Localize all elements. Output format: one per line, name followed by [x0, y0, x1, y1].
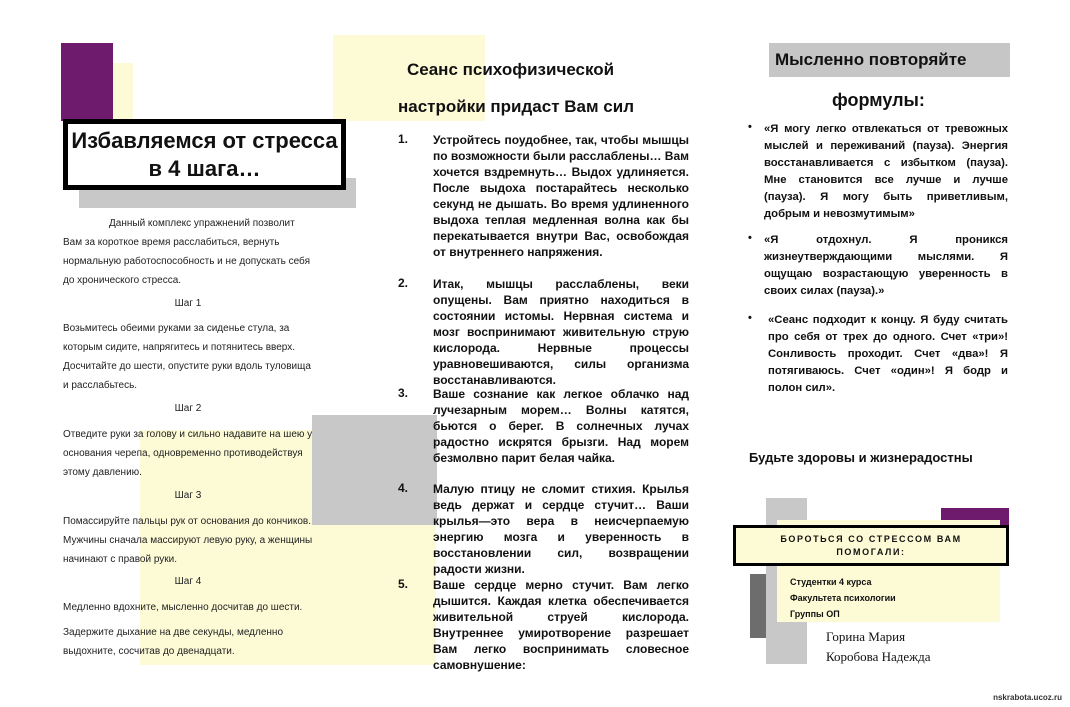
item-text-3: Ваше сознание как легкое облачко над лучезарным морем… Волны катятся, бьются о берег. В солнечных лучах радостно искрятся брызги. Над морем безмолвно парит белая чайка.: [433, 387, 689, 465]
helpers-box: [733, 525, 1009, 566]
item-text-1: Устройтесь поудобнее, так, чтобы мышцы по возможности были расслаблены… Вам хочется вздремнуть… Выдох удлиняется. После выдоха постарайтесь несколько секунд не дышать. Во время удлиненного выдоха теплая медленная волна как бы перекатывается внутри Вас, освобождая от внутреннего напряжения.: [433, 133, 689, 259]
formula-3: «Сеанс подходит к концу. Я буду считать про себя от трех до одного. Счет «три»! Сонливость проходит. Счет «два»! Я потягиваюсь. Счет «один»! Я бодр и полон сил».: [768, 314, 1008, 394]
bullet-2: •: [748, 232, 752, 244]
formula-1: «Я могу легко отвлекаться от тревожных мыслей и переживаний (пауза). Энергия восстанавливается с избытком (пауза). Мне становится все лучше и лучше (пауза). Я могу быть приветливым, добрым и невозмутимым»: [764, 123, 1008, 220]
right-subheader: формулы:: [832, 90, 925, 110]
item-num-2: 2.: [398, 276, 409, 290]
left-intro-text: Данный комплекс упражнений позволит Вам за короткое время расслабиться, вернуть нормальную работоспособность и не допускать себя до хронического стресса.: [63, 218, 310, 286]
item-num-3: 3.: [398, 386, 409, 400]
formula-2: «Я отдохнул. Я проникся жизнеутверждающими мыслями. Я ощущаю возрастающую уверенность в своих силах (пауза).»: [764, 234, 1008, 297]
step-text-1: Возьмитесь обеими руками за сиденье стула, за которым сидите, напрягитесь и потянитесь вверх. Досчитайте до шести, опустите руки вдоль туловища и расслабьтесь.: [63, 323, 311, 391]
bullet-3: •: [748, 312, 752, 324]
watermark: nskrabota.ucoz.ru: [993, 693, 1062, 702]
step-text-4: Медленно вдохните, мысленно досчитав до шести.: [63, 602, 303, 613]
item-text-5: Ваше сердце мерно стучит. Вам легко дышится. Каждая клетка обеспечивается живительной струей кислорода. Внутреннее умиротворение разрешает Вам легко воспринимать словесное самовнушение:: [433, 578, 689, 672]
middle-title-line2: настройки придаст Вам сил: [398, 97, 634, 116]
left-title: Избавляемся от стресса в 4 шага…: [71, 127, 338, 181]
step-heading-1: Шаг 1: [174, 298, 202, 309]
step-heading-3: Шаг 3: [174, 490, 202, 501]
right-header: Мысленно повторяйте: [769, 43, 1010, 77]
credit-line-3: Группы ОП: [790, 609, 840, 619]
item-text-2: Итак, мышцы расслаблены, веки опущены. Вам приятно находиться в состоянии истомы. Нервная система и мозг воспринимают живительную струю кислорода. Нервные процессы уравновешиваются, силы организма восстанавливаются.: [433, 277, 689, 387]
left-intro: [63, 214, 313, 290]
credits: [790, 574, 896, 622]
deco-grey-block-mid: [312, 415, 437, 525]
author-names: [826, 627, 931, 667]
author-name-2: Коробова Надежда: [826, 649, 931, 664]
left-title-box: [63, 119, 346, 190]
step-heading-4: Шаг 4: [174, 576, 202, 587]
helpers-box-line2: ПОМОГАЛИ:: [836, 547, 906, 557]
deco-darkgrey-bar-right: [750, 574, 766, 638]
step-text-2: Отведите руки за голову и сильно надавите на шею у основания черепа, одновременно противодействуя этому давлению.: [63, 429, 313, 478]
deco-yellow-block-left: [113, 63, 133, 119]
step-heading-2: Шаг 2: [174, 403, 202, 414]
left-final-text: Задержите дыхание на две секунды, медленно выдохните, сосчитав до двенадцати.: [63, 627, 284, 657]
bullet-1: •: [748, 121, 752, 133]
item-num-1: 1.: [398, 132, 409, 146]
item-num-4: 4.: [398, 481, 409, 495]
helpers-box-line1: БОРОТЬСЯ СО СТРЕССОМ ВАМ: [780, 534, 962, 544]
wish-text: Будьте здоровы и жизнерадостны: [749, 450, 973, 465]
author-name-1: Горина Мария: [826, 629, 906, 644]
step-text-3: Помассируйте пальцы рук от основания до кончиков. Мужчины сначала массируют левую руку, а женщины начинают с правой руки.: [63, 516, 313, 565]
item-text-4: Малую птицу не сломит стихия. Крылья ведь держат и сердце стучит… Ваши крылья—это вера в неисчерпаемую энергию мозга и уверенность в восстановлении сил, возвращении радости жизни.: [433, 482, 689, 576]
credit-line-2: Факультета психологии: [790, 593, 896, 603]
credit-line-1: Студентки 4 курса: [790, 577, 872, 587]
middle-title-line1: Сеанс психофизической: [407, 60, 615, 79]
item-num-5: 5.: [398, 577, 409, 591]
deco-purple-block-left: [61, 43, 113, 121]
